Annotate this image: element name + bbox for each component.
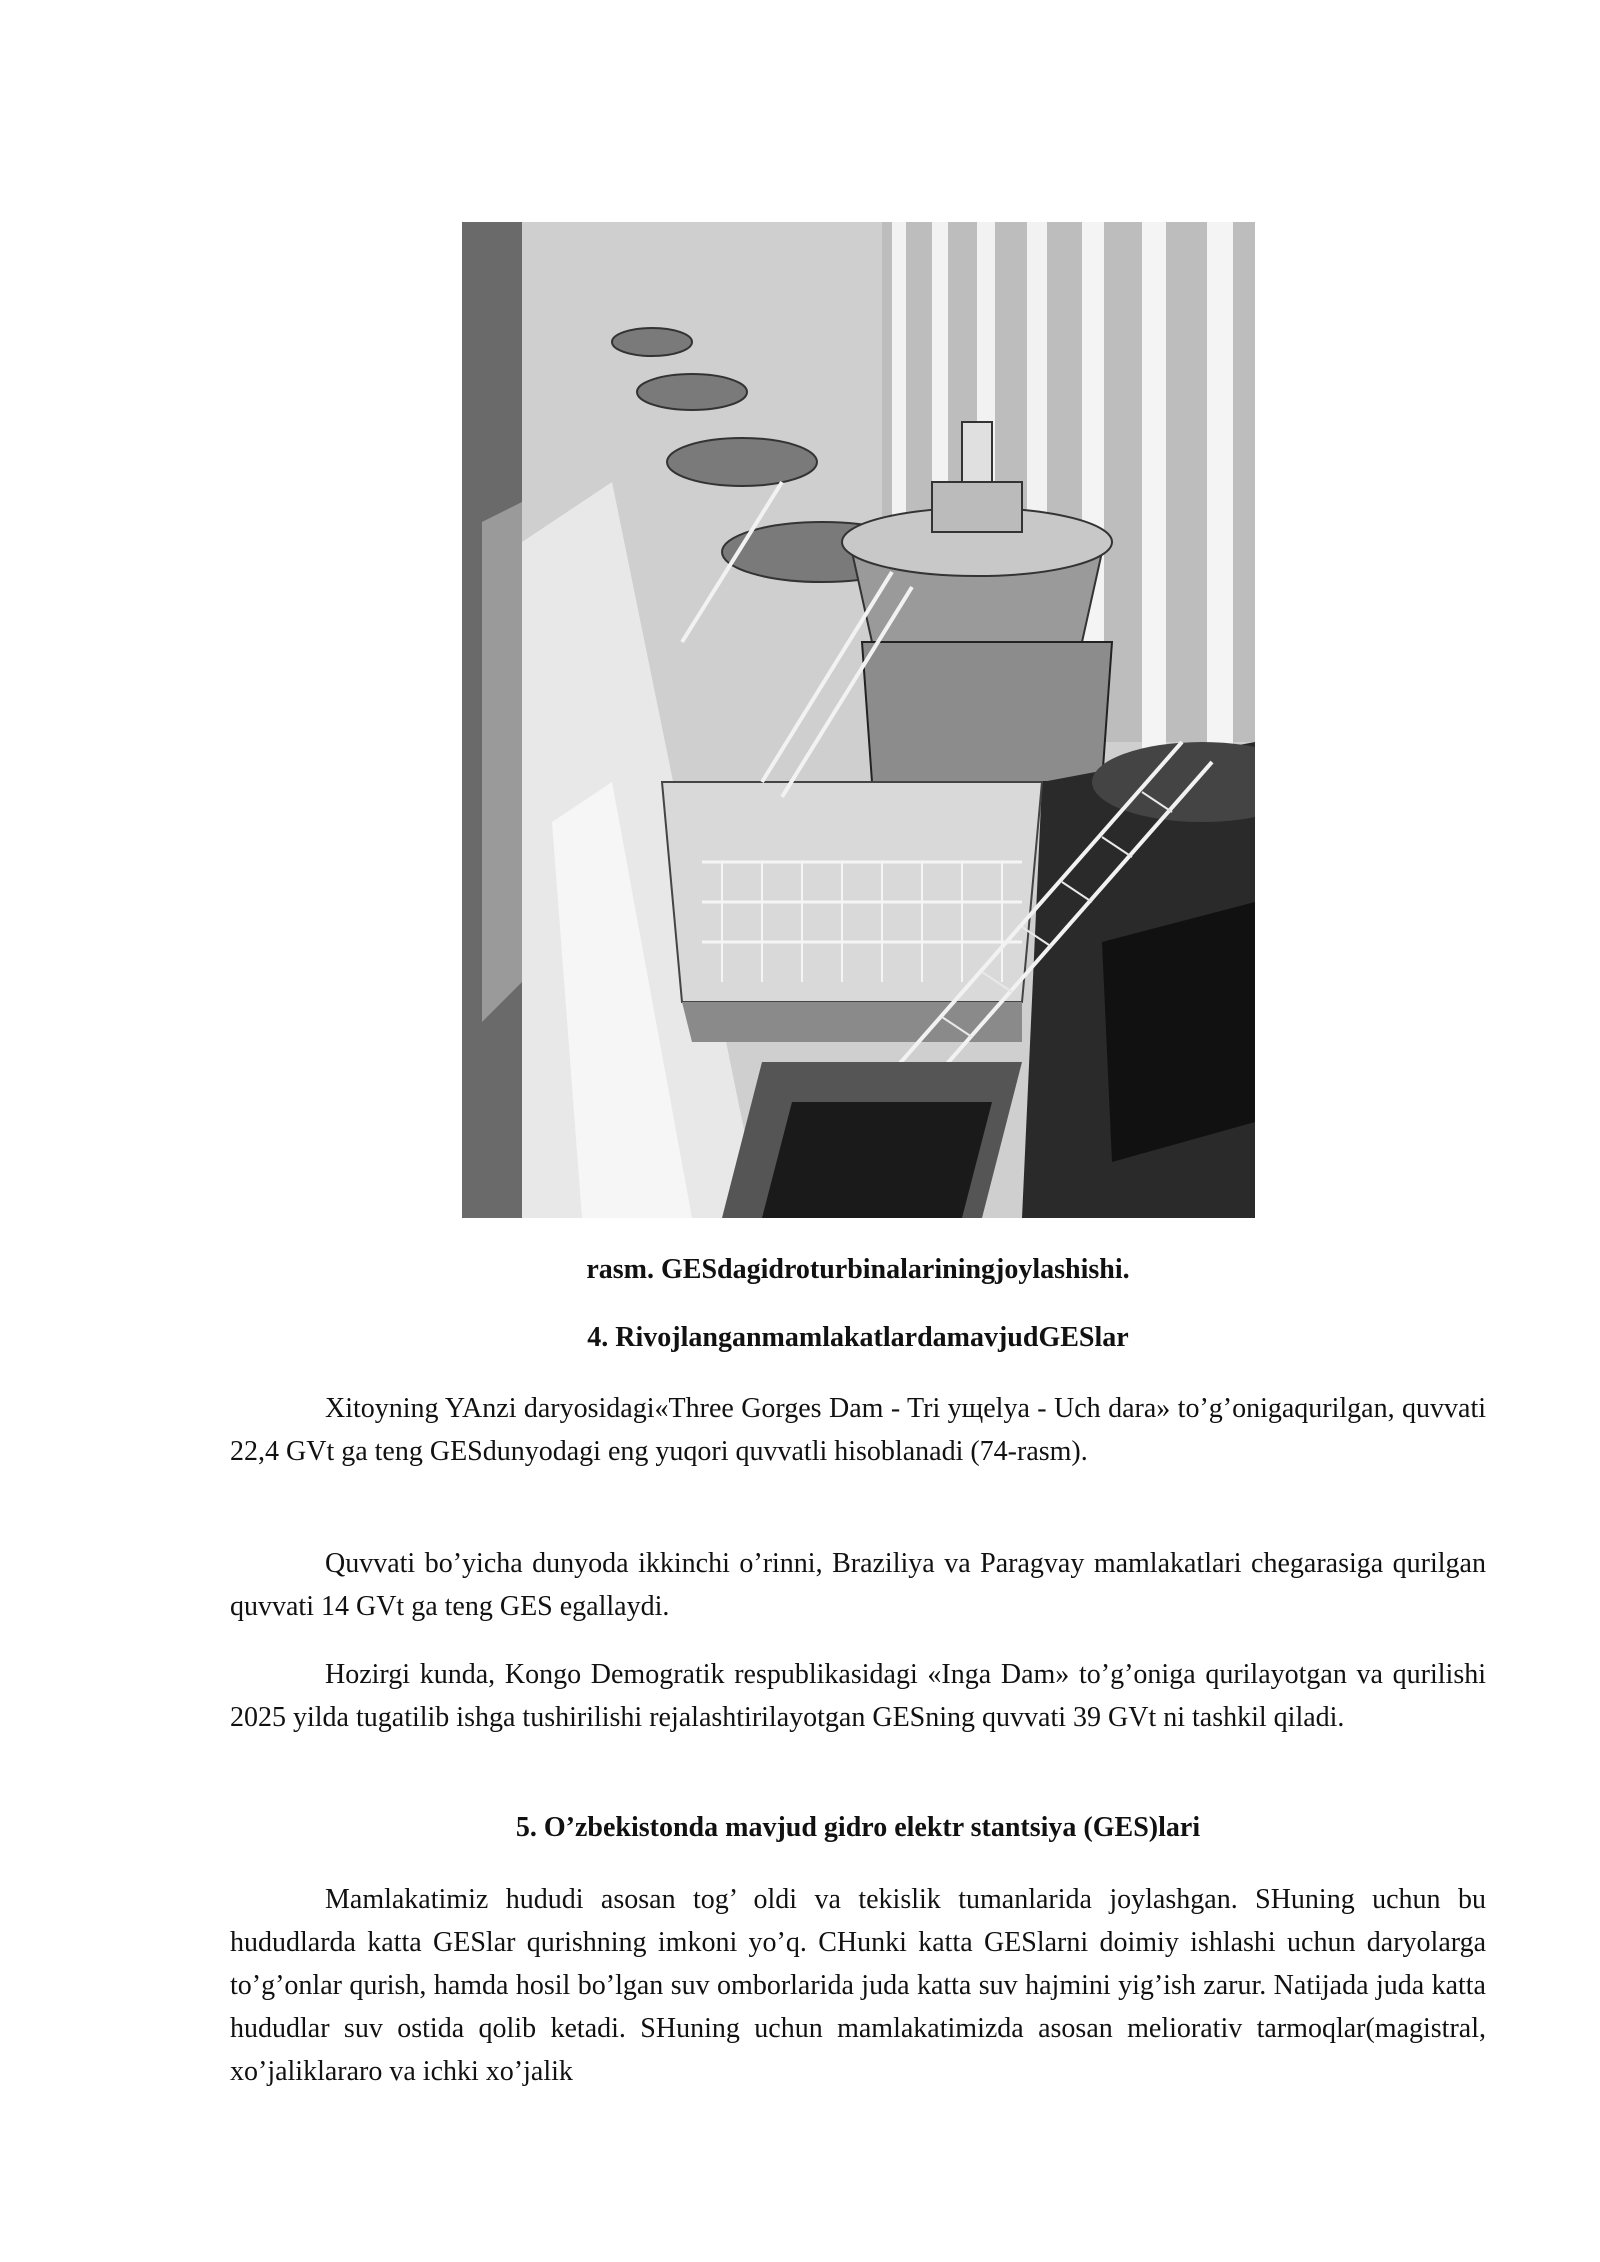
paragraph-brazil-paraguay: Quvvati bo’yicha dunyoda ikkinchi o’rinni, Braziliya va Paragvay mamlakatlari chegarasiga qurilgan quvvati 14 GVt ga teng GES egallaydi. [230, 1548, 1486, 1622]
section-heading-4: 4. RivojlanganmamlakatlardamavjudGESlar [587, 1322, 1129, 1353]
figure-caption: rasm. GESdagidroturbinalariningjoylashishi. [586, 1254, 1130, 1285]
section-heading-5: 5. O’zbekistonda mavjud gidro elektr stantsiya (GES)lari [515, 1812, 1201, 1843]
turbine-hall-illustration [462, 222, 1255, 1218]
paragraph-three-gorges: Xitoyning YAnzi daryosidagi«Three Gorges Dam - Tri ущelya - Uch dara» to’g’onigaqurilgan, quvvati 22,4 GVt ga teng GESdunyodagi eng yuqori quvvatli hisoblanadi (74-rasm). [230, 1393, 1486, 1467]
turbine-hall-photo [462, 222, 1255, 1218]
paragraph-uzbekistan: Mamlakatimiz hududi asosan tog’ oldi va tekislik tumanlarida joylashgan. SHuning uchun bu hududlarda katta GESlar qurishning imkoni yo’q. CHunki katta GESlarni doimiy ishlashi uchun daryolarga to’g’onlar qurish, hamda hosil bo’lgan suv omborlarida juda katta suv hajmini yig’ish zarur. Natijada juda katta hududlar suv ostida qolib ketadi. SHuning uchun mamlakatimizda asosan meliorativ tarmoqlar(magistral, xo’jaliklararo va ichki xo’jalik [230, 1884, 1486, 2087]
paragraph-inga-dam: Hozirgi kunda, Kongo Demogratik respublikasidagi «Inga Dam» to’g’oniga qurilayotgan va qurilishi 2025 yilda tugatilib ishga tushirilishi rejalashtirilayotgan GESning quvvati 39 GVt ni tashkil qiladi. [230, 1659, 1486, 1733]
